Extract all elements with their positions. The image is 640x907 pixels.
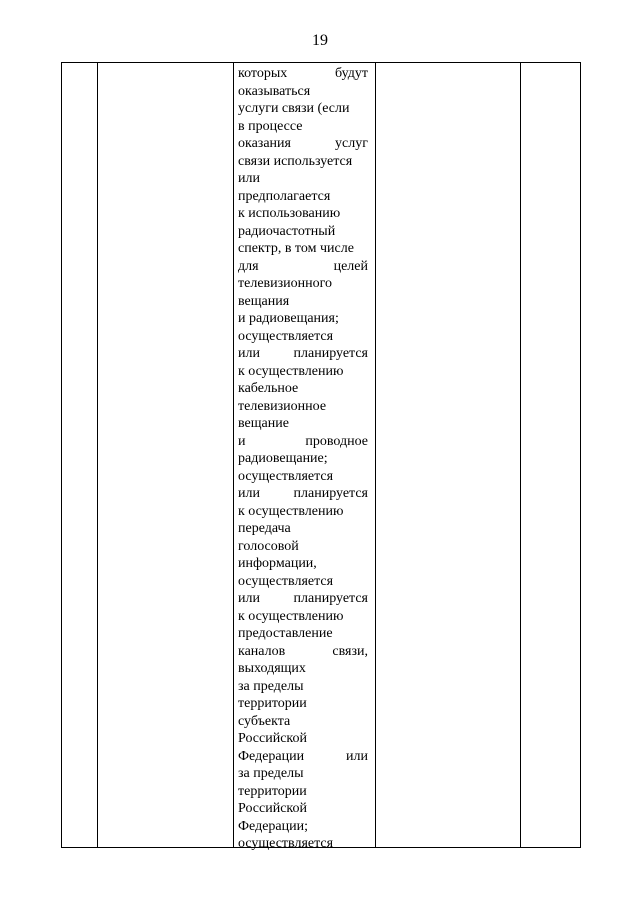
- cell-text-line: к осуществлению: [238, 503, 344, 519]
- cell-text-word: планируется: [293, 486, 368, 501]
- cell-text-line: вещания: [238, 293, 290, 309]
- cell-text-word: или: [346, 748, 368, 764]
- cell-text-line: кабельное: [238, 381, 299, 396]
- cell-text-word: планируется: [293, 346, 368, 361]
- cell-text-line: [238, 590, 368, 608]
- cell-text-line: предоставление: [238, 626, 333, 641]
- cell-text-line: за пределы: [238, 766, 304, 781]
- cell-text-line: осуществляется: [238, 328, 334, 344]
- cell-text-line: телевизионного: [238, 276, 333, 291]
- cell-text-line: в процессе: [238, 118, 303, 134]
- cell-text-word: проводное: [305, 433, 368, 449]
- column-divider-3: [375, 63, 376, 847]
- column-divider-1: [97, 63, 98, 847]
- cell-text-word: планируется: [293, 591, 368, 606]
- cell-text-line: [238, 485, 368, 503]
- cell-text-word: каналов: [238, 643, 286, 659]
- cell-text-line: оказываться: [238, 83, 311, 99]
- cell-text-line: вещание: [238, 416, 289, 431]
- cell-text-line: [238, 433, 368, 451]
- cell-text-word: связи,: [332, 643, 368, 659]
- cell-text-line: услуги связи (если: [238, 101, 350, 116]
- document-table: [61, 62, 581, 851]
- cell-text-line: субъекта: [238, 713, 291, 729]
- cell-text-line: [238, 748, 368, 766]
- cell-text-line: [238, 258, 368, 276]
- cell-text-word: Федерации: [238, 748, 305, 764]
- cell-text-word: для: [238, 258, 259, 274]
- column-divider-4: [520, 63, 521, 847]
- cell-text-line: Российской: [238, 801, 307, 816]
- cell-text-line: голосовой: [238, 538, 299, 554]
- cell-text-line: связи используется: [238, 153, 353, 169]
- cell-text-word: или: [238, 346, 260, 361]
- cell-text-word: целей: [333, 258, 368, 274]
- cell-text-line: осуществляется: [238, 836, 334, 851]
- cell-text-line: радиочастотный: [238, 223, 336, 239]
- cell-text-line: и радиовещания;: [238, 311, 339, 326]
- cell-text-word: и: [238, 433, 246, 449]
- cell-text-line: территории: [238, 783, 307, 799]
- cell-text-line: или: [238, 171, 260, 186]
- cell-text-line: выходящих: [238, 661, 306, 676]
- page-number: 19: [312, 32, 328, 49]
- cell-text-line: Федерации;: [238, 818, 309, 834]
- cell-text-line: осуществляется: [238, 468, 334, 484]
- table-cell-text: [238, 65, 368, 853]
- cell-text-line: за пределы: [238, 678, 304, 694]
- cell-text-word: будут: [335, 66, 368, 81]
- cell-text-line: к использованию: [238, 206, 341, 221]
- column-divider-2: [233, 63, 234, 847]
- cell-text-line: [238, 135, 368, 153]
- cell-text-line: предполагается: [238, 188, 331, 204]
- cell-text-line: [238, 345, 368, 363]
- cell-text-line: к осуществлению: [238, 363, 344, 379]
- cell-text-line: [238, 65, 368, 83]
- cell-text-line: территории: [238, 696, 307, 711]
- cell-text-line: радиовещание;: [238, 451, 328, 466]
- cell-text-word: услуг: [335, 136, 368, 151]
- cell-text-line: осуществляется: [238, 573, 334, 589]
- cell-text-line: информации,: [238, 556, 317, 571]
- cell-text-word: оказания: [238, 136, 291, 151]
- cell-text-word: которых: [238, 66, 288, 81]
- cell-text-line: [238, 643, 368, 661]
- cell-text-word: или: [238, 486, 260, 501]
- cell-text-line: телевизионное: [238, 398, 327, 414]
- cell-text-line: передача: [238, 521, 291, 536]
- cell-text-line: к осуществлению: [238, 608, 344, 624]
- cell-text-line: спектр, в том числе: [238, 241, 354, 256]
- cell-text-word: или: [238, 591, 260, 606]
- cell-text-line: Российской: [238, 731, 307, 746]
